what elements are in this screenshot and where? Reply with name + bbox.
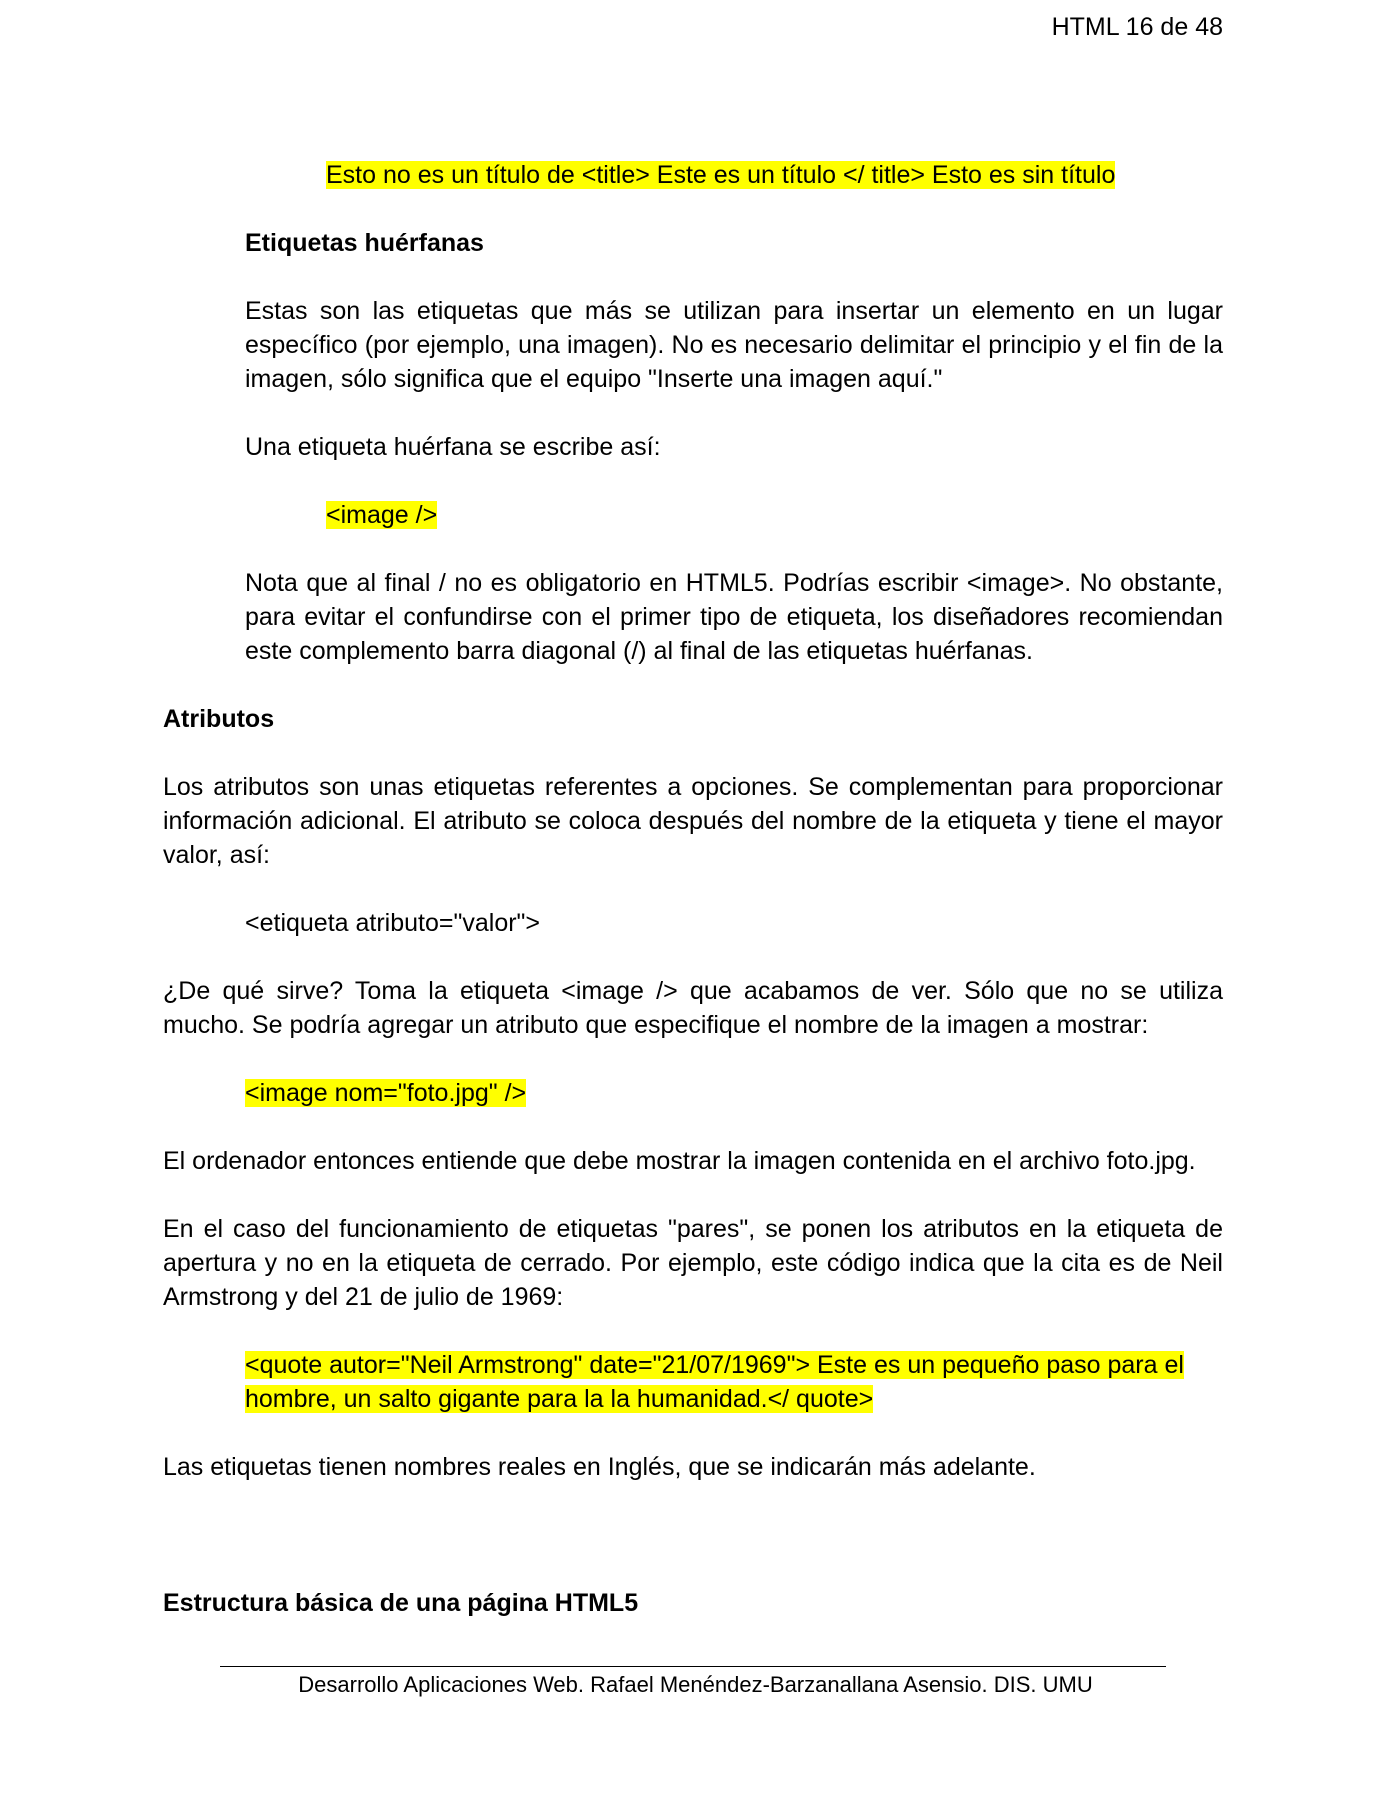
attributes-heading: Atributos bbox=[163, 705, 275, 733]
orphan-tags-heading: Etiquetas huérfanas bbox=[245, 229, 484, 257]
attribute-code-line bbox=[245, 1076, 1223, 1110]
attribute-syntax-code: <etiqueta atributo="valor"> bbox=[245, 909, 541, 937]
structure-heading: Estructura básica de una página HTML5 bbox=[163, 1589, 639, 1617]
attributes-use-paragraph: ¿De qué sirve? Toma la etiqueta <image /> que acabamos de ver. Sólo que no se utiliza mucho. Se podría agregar un atributo que especifique el nombre de la imagen a mostrar: bbox=[163, 977, 1223, 1039]
footer-text: Desarrollo Aplicaciones Web. Rafael Menéndez-Barzanallana Asensio. DIS. UMU bbox=[298, 1672, 1093, 1697]
attribute-code: <image nom="foto.jpg" /> bbox=[245, 1079, 527, 1107]
orphan-tags-note: Nota que al final / no es obligatorio en HTML5. Podrías escribir <image>. No obstante, para evitar el confundirse con el primer tipo de etiqueta, los diseñadores recomiendan este complemento barra diagonal (/) al final de las etiquetas huérfanas. bbox=[245, 569, 1223, 665]
computer-paragraph: El ordenador entonces entiende que debe mostrar la imagen contenida en el archivo foto.jpg. bbox=[163, 1147, 1196, 1175]
page-number: HTML 16 de 48 bbox=[1051, 13, 1223, 41]
attributes-paragraph: Los atributos son unas etiquetas referentes a opciones. Se complementan para proporcionar información adicional. El atributo se coloca después del nombre de la etiqueta y tiene el mayor valor, así: bbox=[163, 773, 1223, 869]
orphan-tag-code: <image /> bbox=[326, 501, 438, 529]
title-example-highlight: Esto no es un título de <title> Este es un título </ title> Esto es sin título bbox=[326, 161, 1116, 189]
pairs-paragraph: En el caso del funcionamiento de etiquetas "pares", se ponen los atributos en la etiqueta de apertura y no en la etiqueta de cerrado. Por ejemplo, este código indica que la cita es de Neil Armstrong y del 21 de julio de 1969: bbox=[163, 1215, 1223, 1311]
orphan-tag-code-line bbox=[326, 498, 1223, 532]
orphan-tags-paragraph: Estas son las etiquetas que más se utilizan para insertar un elemento en un lugar específico (por ejemplo, una imagen). No es necesario delimitar el principio y el fin de la imagen, sólo significa que el equipo "Inserte una imagen aquí." bbox=[245, 297, 1223, 393]
quote-code-block bbox=[245, 1348, 1223, 1416]
quote-code: <quote autor="Neil Armstrong" date="21/07/1969"> Este es un pequeño paso para el hombre, un salto gigante para la la humanidad.</ quote> bbox=[245, 1351, 1184, 1413]
document-body bbox=[163, 158, 1223, 1620]
footer-divider bbox=[220, 1666, 1166, 1667]
orphan-tags-intro: Una etiqueta huérfana se escribe así: bbox=[245, 433, 661, 461]
names-paragraph: Las etiquetas tienen nombres reales en Inglés, que se indicarán más adelante. bbox=[163, 1453, 1036, 1481]
title-example-line bbox=[326, 158, 1223, 192]
